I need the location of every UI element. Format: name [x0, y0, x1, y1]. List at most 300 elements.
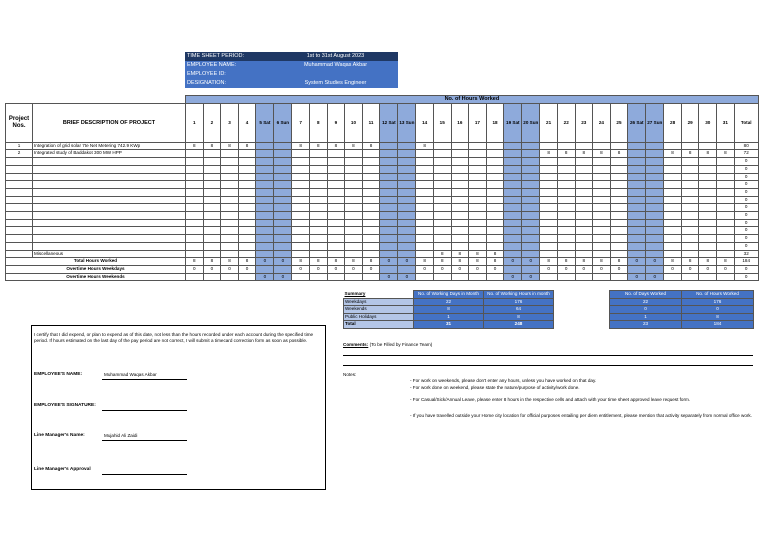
hours-cell[interactable]: [628, 219, 646, 227]
hours-cell[interactable]: [256, 158, 274, 166]
hours-cell[interactable]: [186, 250, 204, 258]
project-no[interactable]: [6, 165, 33, 173]
hours-cell[interactable]: [327, 165, 345, 173]
hours-cell[interactable]: [575, 196, 593, 204]
hours-cell[interactable]: [681, 219, 699, 227]
hours-cell[interactable]: 8: [433, 250, 451, 258]
hours-cell[interactable]: 8: [327, 142, 345, 150]
hours-cell[interactable]: [238, 165, 256, 173]
hours-cell[interactable]: [593, 165, 611, 173]
hours-cell[interactable]: [433, 173, 451, 181]
hours-cell[interactable]: [646, 212, 664, 220]
hours-cell[interactable]: [292, 173, 310, 181]
hours-cell[interactable]: [238, 150, 256, 158]
hours-cell[interactable]: [327, 242, 345, 250]
hours-cell[interactable]: [256, 227, 274, 235]
hours-cell[interactable]: [699, 212, 717, 220]
hours-cell[interactable]: [646, 235, 664, 243]
employee-id-value[interactable]: [273, 70, 398, 79]
hours-cell[interactable]: [309, 235, 327, 243]
hours-cell[interactable]: [504, 173, 522, 181]
hours-cell[interactable]: 8: [717, 150, 735, 158]
project-description[interactable]: [33, 181, 186, 189]
hours-cell[interactable]: [274, 181, 292, 189]
hours-cell[interactable]: [664, 219, 682, 227]
hours-cell[interactable]: [380, 250, 398, 258]
hours-cell[interactable]: [380, 181, 398, 189]
hours-cell[interactable]: [416, 235, 434, 243]
hours-cell[interactable]: [540, 219, 558, 227]
hours-cell[interactable]: [664, 181, 682, 189]
hours-cell[interactable]: [203, 212, 221, 220]
hours-cell[interactable]: [522, 204, 540, 212]
hours-cell[interactable]: [610, 235, 628, 243]
hours-cell[interactable]: [469, 165, 487, 173]
hours-cell[interactable]: [203, 165, 221, 173]
hours-cell[interactable]: [717, 250, 735, 258]
hours-cell[interactable]: [575, 227, 593, 235]
hours-cell[interactable]: [522, 150, 540, 158]
hours-cell[interactable]: [451, 204, 469, 212]
manager-name-value[interactable]: Mujahid Ali Zaidi: [104, 433, 138, 438]
hours-cell[interactable]: [238, 173, 256, 181]
hours-cell[interactable]: [221, 165, 239, 173]
project-description[interactable]: [33, 165, 186, 173]
hours-cell[interactable]: [681, 212, 699, 220]
hours-cell[interactable]: [362, 150, 380, 158]
hours-cell[interactable]: [681, 165, 699, 173]
hours-cell[interactable]: 8: [664, 150, 682, 158]
hours-cell[interactable]: [486, 196, 504, 204]
project-no[interactable]: 2: [6, 150, 33, 158]
comments-line-2[interactable]: [343, 365, 753, 366]
hours-cell[interactable]: [292, 181, 310, 189]
hours-cell[interactable]: [433, 150, 451, 158]
hours-cell[interactable]: [416, 196, 434, 204]
hours-cell[interactable]: [522, 212, 540, 220]
hours-cell[interactable]: [327, 227, 345, 235]
hours-cell[interactable]: [557, 181, 575, 189]
hours-cell[interactable]: [398, 204, 416, 212]
employee-name-value[interactable]: Muhammad Waqas Akbar: [104, 372, 157, 377]
hours-cell[interactable]: [522, 227, 540, 235]
hours-cell[interactable]: [628, 250, 646, 258]
hours-cell[interactable]: [699, 158, 717, 166]
hours-cell[interactable]: [433, 142, 451, 150]
hours-cell[interactable]: [540, 227, 558, 235]
hours-cell[interactable]: [646, 250, 664, 258]
hours-cell[interactable]: [380, 142, 398, 150]
hours-cell[interactable]: [522, 158, 540, 166]
hours-cell[interactable]: [274, 196, 292, 204]
hours-cell[interactable]: [610, 142, 628, 150]
hours-cell[interactable]: [238, 235, 256, 243]
hours-cell[interactable]: [681, 242, 699, 250]
hours-cell[interactable]: [362, 158, 380, 166]
hours-cell[interactable]: [628, 142, 646, 150]
hours-cell[interactable]: [486, 181, 504, 189]
hours-cell[interactable]: [256, 150, 274, 158]
hours-cell[interactable]: [451, 219, 469, 227]
hours-cell[interactable]: [540, 235, 558, 243]
hours-cell[interactable]: [256, 165, 274, 173]
hours-cell[interactable]: [575, 235, 593, 243]
hours-cell[interactable]: [186, 219, 204, 227]
hours-cell[interactable]: [416, 219, 434, 227]
hours-cell[interactable]: [327, 150, 345, 158]
hours-cell[interactable]: [380, 150, 398, 158]
hours-cell[interactable]: [274, 227, 292, 235]
hours-cell[interactable]: [203, 227, 221, 235]
hours-cell[interactable]: [274, 173, 292, 181]
hours-cell[interactable]: [522, 235, 540, 243]
hours-cell[interactable]: [664, 212, 682, 220]
hours-cell[interactable]: [646, 227, 664, 235]
hours-cell[interactable]: [362, 181, 380, 189]
hours-cell[interactable]: [221, 212, 239, 220]
hours-cell[interactable]: [486, 212, 504, 220]
hours-cell[interactable]: [327, 158, 345, 166]
project-description[interactable]: [33, 204, 186, 212]
hours-cell[interactable]: [504, 196, 522, 204]
hours-cell[interactable]: [345, 165, 363, 173]
hours-cell[interactable]: [433, 212, 451, 220]
hours-cell[interactable]: [699, 142, 717, 150]
hours-cell[interactable]: [221, 188, 239, 196]
hours-cell[interactable]: [504, 150, 522, 158]
hours-cell[interactable]: [327, 173, 345, 181]
hours-cell[interactable]: [362, 212, 380, 220]
hours-cell[interactable]: [398, 227, 416, 235]
hours-cell[interactable]: [681, 142, 699, 150]
hours-cell[interactable]: [398, 158, 416, 166]
hours-cell[interactable]: [256, 219, 274, 227]
hours-cell[interactable]: [292, 196, 310, 204]
hours-cell[interactable]: [522, 165, 540, 173]
hours-cell[interactable]: [593, 158, 611, 166]
hours-cell[interactable]: [717, 142, 735, 150]
hours-cell[interactable]: [309, 181, 327, 189]
hours-cell[interactable]: [610, 165, 628, 173]
hours-cell[interactable]: [451, 227, 469, 235]
hours-cell[interactable]: [451, 173, 469, 181]
hours-cell[interactable]: [610, 173, 628, 181]
project-no[interactable]: [6, 188, 33, 196]
hours-cell[interactable]: [522, 142, 540, 150]
hours-cell[interactable]: [186, 181, 204, 189]
hours-cell[interactable]: [717, 165, 735, 173]
hours-cell[interactable]: [274, 150, 292, 158]
hours-cell[interactable]: [398, 188, 416, 196]
hours-cell[interactable]: 8: [345, 142, 363, 150]
hours-cell[interactable]: 8: [486, 250, 504, 258]
hours-cell[interactable]: [664, 165, 682, 173]
hours-cell[interactable]: [717, 196, 735, 204]
hours-cell[interactable]: [575, 250, 593, 258]
hours-cell[interactable]: [717, 227, 735, 235]
hours-cell[interactable]: [486, 158, 504, 166]
hours-cell[interactable]: [610, 250, 628, 258]
hours-cell[interactable]: [345, 212, 363, 220]
hours-cell[interactable]: [186, 227, 204, 235]
project-no[interactable]: [6, 250, 33, 258]
hours-cell[interactable]: [238, 227, 256, 235]
hours-cell[interactable]: [292, 250, 310, 258]
hours-cell[interactable]: [433, 235, 451, 243]
hours-cell[interactable]: [540, 165, 558, 173]
hours-cell[interactable]: [380, 204, 398, 212]
hours-cell[interactable]: [362, 188, 380, 196]
hours-cell[interactable]: [469, 242, 487, 250]
hours-cell[interactable]: [362, 235, 380, 243]
hours-cell[interactable]: [274, 212, 292, 220]
hours-cell[interactable]: [256, 242, 274, 250]
hours-cell[interactable]: [274, 158, 292, 166]
hours-cell[interactable]: 8: [292, 142, 310, 150]
hours-cell[interactable]: [451, 158, 469, 166]
hours-cell[interactable]: [504, 242, 522, 250]
hours-cell[interactable]: [646, 142, 664, 150]
hours-cell[interactable]: [451, 181, 469, 189]
hours-cell[interactable]: [681, 173, 699, 181]
hours-cell[interactable]: [256, 196, 274, 204]
hours-cell[interactable]: [309, 212, 327, 220]
hours-cell[interactable]: [681, 158, 699, 166]
hours-cell[interactable]: [486, 188, 504, 196]
hours-cell[interactable]: [504, 165, 522, 173]
hours-cell[interactable]: [664, 242, 682, 250]
hours-cell[interactable]: [380, 196, 398, 204]
hours-cell[interactable]: [416, 204, 434, 212]
hours-cell[interactable]: [186, 150, 204, 158]
hours-cell[interactable]: [681, 188, 699, 196]
hours-cell[interactable]: [362, 227, 380, 235]
hours-cell[interactable]: 8: [593, 150, 611, 158]
hours-cell[interactable]: [593, 212, 611, 220]
hours-cell[interactable]: [469, 150, 487, 158]
hours-cell[interactable]: [610, 219, 628, 227]
hours-cell[interactable]: [221, 173, 239, 181]
hours-cell[interactable]: [398, 165, 416, 173]
hours-cell[interactable]: [398, 181, 416, 189]
hours-cell[interactable]: [203, 204, 221, 212]
hours-cell[interactable]: [221, 227, 239, 235]
hours-cell[interactable]: [610, 242, 628, 250]
hours-cell[interactable]: [575, 188, 593, 196]
hours-cell[interactable]: [203, 158, 221, 166]
hours-cell[interactable]: [557, 204, 575, 212]
hours-cell[interactable]: [522, 250, 540, 258]
hours-cell[interactable]: [522, 219, 540, 227]
hours-cell[interactable]: [504, 227, 522, 235]
hours-cell[interactable]: [486, 204, 504, 212]
hours-cell[interactable]: 8: [362, 142, 380, 150]
hours-cell[interactable]: [699, 173, 717, 181]
hours-cell[interactable]: [309, 196, 327, 204]
hours-cell[interactable]: [664, 196, 682, 204]
hours-cell[interactable]: [717, 235, 735, 243]
hours-cell[interactable]: [433, 204, 451, 212]
hours-cell[interactable]: [345, 227, 363, 235]
hours-cell[interactable]: [380, 242, 398, 250]
hours-cell[interactable]: [593, 227, 611, 235]
hours-cell[interactable]: [451, 188, 469, 196]
hours-cell[interactable]: [593, 235, 611, 243]
hours-cell[interactable]: [416, 212, 434, 220]
hours-cell[interactable]: [593, 219, 611, 227]
hours-cell[interactable]: [416, 250, 434, 258]
hours-cell[interactable]: [451, 235, 469, 243]
hours-cell[interactable]: [292, 242, 310, 250]
hours-cell[interactable]: [221, 219, 239, 227]
hours-cell[interactable]: [699, 165, 717, 173]
hours-cell[interactable]: [221, 196, 239, 204]
hours-cell[interactable]: [186, 212, 204, 220]
hours-cell[interactable]: [256, 181, 274, 189]
hours-cell[interactable]: [451, 142, 469, 150]
hours-cell[interactable]: [628, 158, 646, 166]
hours-cell[interactable]: [433, 158, 451, 166]
hours-cell[interactable]: [380, 188, 398, 196]
hours-cell[interactable]: [717, 212, 735, 220]
hours-cell[interactable]: [186, 173, 204, 181]
hours-cell[interactable]: [327, 204, 345, 212]
hours-cell[interactable]: [345, 235, 363, 243]
hours-cell[interactable]: [664, 188, 682, 196]
hours-cell[interactable]: [646, 188, 664, 196]
hours-cell[interactable]: [380, 165, 398, 173]
hours-cell[interactable]: [628, 204, 646, 212]
hours-cell[interactable]: [238, 250, 256, 258]
hours-cell[interactable]: [575, 181, 593, 189]
hours-cell[interactable]: [610, 204, 628, 212]
hours-cell[interactable]: 8: [610, 150, 628, 158]
project-no[interactable]: [6, 235, 33, 243]
hours-cell[interactable]: [557, 227, 575, 235]
employee-value[interactable]: Muhammad Waqas Akbar: [273, 61, 398, 70]
hours-cell[interactable]: [221, 181, 239, 189]
hours-cell[interactable]: [380, 235, 398, 243]
hours-cell[interactable]: [522, 242, 540, 250]
hours-cell[interactable]: [309, 165, 327, 173]
hours-cell[interactable]: 8: [416, 142, 434, 150]
hours-cell[interactable]: [504, 142, 522, 150]
hours-cell[interactable]: [380, 158, 398, 166]
hours-cell[interactable]: [540, 158, 558, 166]
hours-cell[interactable]: [699, 250, 717, 258]
hours-cell[interactable]: [469, 188, 487, 196]
hours-cell[interactable]: [221, 158, 239, 166]
hours-cell[interactable]: [292, 204, 310, 212]
hours-cell[interactable]: [646, 219, 664, 227]
hours-cell[interactable]: [593, 188, 611, 196]
hours-cell[interactable]: [540, 212, 558, 220]
hours-cell[interactable]: [309, 242, 327, 250]
hours-cell[interactable]: [504, 188, 522, 196]
hours-cell[interactable]: [557, 165, 575, 173]
hours-cell[interactable]: [699, 227, 717, 235]
hours-cell[interactable]: [664, 235, 682, 243]
hours-cell[interactable]: [327, 196, 345, 204]
hours-cell[interactable]: [717, 173, 735, 181]
project-no[interactable]: [6, 196, 33, 204]
hours-cell[interactable]: [557, 235, 575, 243]
hours-cell[interactable]: [345, 196, 363, 204]
hours-cell[interactable]: [469, 227, 487, 235]
hours-cell[interactable]: [717, 204, 735, 212]
hours-cell[interactable]: [469, 196, 487, 204]
hours-cell[interactable]: [416, 158, 434, 166]
hours-cell[interactable]: [717, 158, 735, 166]
hours-cell[interactable]: [664, 204, 682, 212]
project-description[interactable]: [33, 242, 186, 250]
hours-cell[interactable]: [256, 142, 274, 150]
hours-cell[interactable]: 8: [699, 150, 717, 158]
employee-signature-line[interactable]: [102, 410, 187, 411]
hours-cell[interactable]: [416, 242, 434, 250]
hours-cell[interactable]: [345, 242, 363, 250]
hours-cell[interactable]: [309, 204, 327, 212]
hours-cell[interactable]: [504, 158, 522, 166]
hours-cell[interactable]: 8: [221, 142, 239, 150]
hours-cell[interactable]: [557, 173, 575, 181]
hours-cell[interactable]: [451, 196, 469, 204]
hours-cell[interactable]: [681, 235, 699, 243]
hours-cell[interactable]: [433, 227, 451, 235]
hours-cell[interactable]: [221, 235, 239, 243]
hours-cell[interactable]: [362, 196, 380, 204]
hours-cell[interactable]: [610, 158, 628, 166]
hours-cell[interactable]: [186, 196, 204, 204]
hours-cell[interactable]: [203, 219, 221, 227]
project-description[interactable]: [33, 212, 186, 220]
hours-cell[interactable]: [416, 188, 434, 196]
project-description[interactable]: [33, 173, 186, 181]
hours-cell[interactable]: [469, 181, 487, 189]
hours-cell[interactable]: 8: [681, 150, 699, 158]
hours-cell[interactable]: [486, 142, 504, 150]
hours-cell[interactable]: [398, 142, 416, 150]
project-no[interactable]: [6, 242, 33, 250]
hours-cell[interactable]: [540, 173, 558, 181]
hours-cell[interactable]: [362, 165, 380, 173]
project-description[interactable]: [33, 227, 186, 235]
hours-cell[interactable]: 8: [238, 142, 256, 150]
hours-cell[interactable]: [238, 204, 256, 212]
hours-cell[interactable]: [593, 204, 611, 212]
hours-cell[interactable]: [504, 250, 522, 258]
hours-cell[interactable]: [274, 204, 292, 212]
hours-cell[interactable]: [681, 196, 699, 204]
hours-cell[interactable]: [451, 165, 469, 173]
comments-line-1[interactable]: [343, 355, 753, 356]
hours-cell[interactable]: [256, 173, 274, 181]
hours-cell[interactable]: [186, 188, 204, 196]
hours-cell[interactable]: [274, 165, 292, 173]
hours-cell[interactable]: [593, 250, 611, 258]
hours-cell[interactable]: [486, 173, 504, 181]
hours-cell[interactable]: [575, 219, 593, 227]
hours-cell[interactable]: [416, 181, 434, 189]
designation-value[interactable]: System Studies Engineer: [273, 79, 398, 88]
hours-cell[interactable]: [292, 235, 310, 243]
hours-cell[interactable]: [203, 250, 221, 258]
hours-cell[interactable]: [433, 196, 451, 204]
hours-cell[interactable]: [646, 165, 664, 173]
hours-cell[interactable]: [610, 212, 628, 220]
hours-cell[interactable]: [203, 242, 221, 250]
hours-cell[interactable]: [681, 227, 699, 235]
